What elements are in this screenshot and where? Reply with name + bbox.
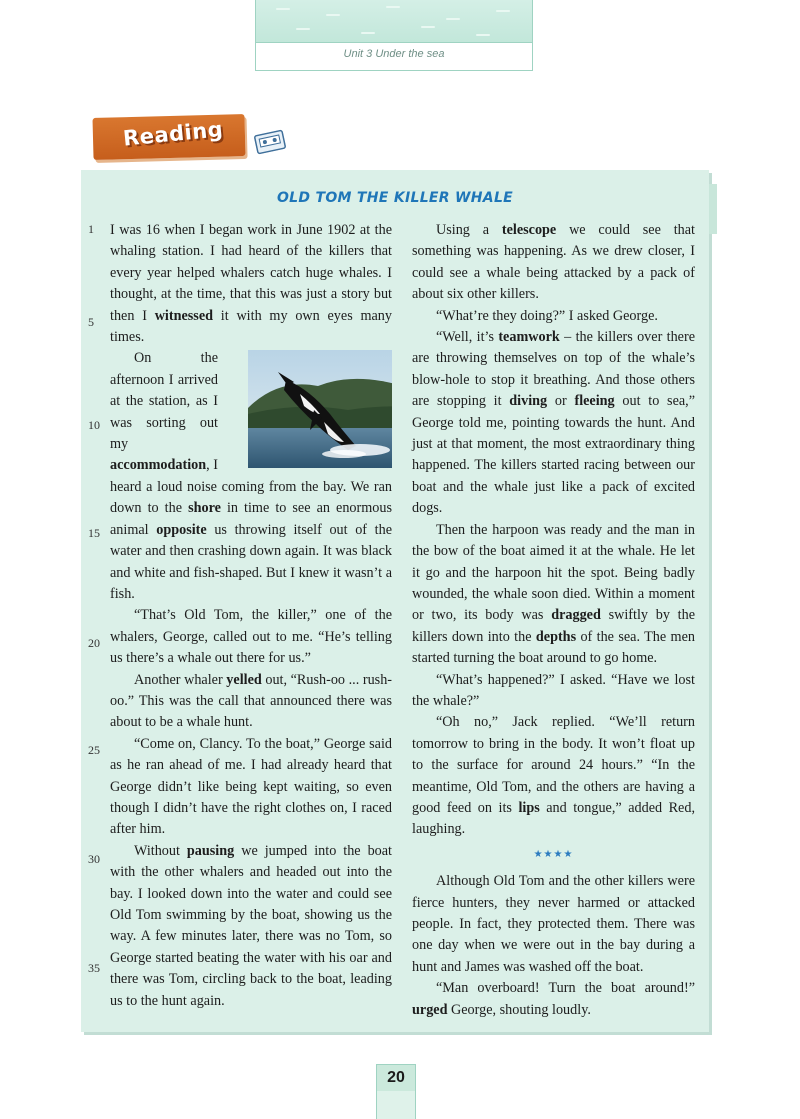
line-number: 35	[88, 961, 100, 975]
line-number: 10	[88, 418, 100, 432]
story-title: OLD TOM THE KILLER WHALE	[276, 190, 514, 206]
paragraph: Without pausing we jumped into the boat with the other whalers and headed out into the bay. I looked down into the water and could see Old Tom swimming by the boat, showing us the way. A few minutes later, there was no Tom, so George started beating the water with his oar and there was Tom, circling back to the boat, leading us to the hunt again.	[110, 842, 392, 1009]
paragraph: “Well, it’s teamwork – the killers over there are throwing themselves on top of the whale’s blow-hole to stop it breathing. And those others are stopping it diving or fleeing out to sea,” George told me, pointing towards the hunt. And just at that moment, the most extraordinary thing happened. The killers started racing between our boat and the whale just like a pack of excited dogs.	[412, 329, 696, 517]
reading-banner	[92, 114, 245, 160]
line-number: 20	[88, 636, 100, 650]
paragraph: Then the harpoon was ready and the man in the bow of the boat aimed it at the whale. He let it go and the harpoon hit the spot. Being badly wounded, the whale soon died. Within a moment or two, its body was dragged swiftly by the killers down into the depths of the sea. The men started turning the boat around to go home.	[412, 521, 695, 667]
paragraph: “That’s Old Tom, the killer,” one of the whalers, George, called out to me. “He’s telling us there’s a whale out there for us.”	[110, 607, 392, 667]
story-column-left	[110, 220, 392, 1012]
paragraph: Another whaler yelled out, “Rush-oo ... rush-oo.” This was the call that announced there was about to be a whale hunt.	[110, 671, 393, 731]
line-number: 1	[88, 222, 94, 236]
unit-header-tab	[255, 0, 533, 71]
page-number: 20	[376, 1064, 416, 1092]
paragraph: Although Old Tom and the other killers were fierce hunters, they never harmed or attacked people. In fact, they protected them. There was one day when we were out in the bay during a hunt and James was washed off the boat.	[412, 873, 695, 975]
section-break-stars: ★★★★	[533, 848, 574, 860]
line-number: 5	[88, 315, 94, 329]
orca-breaching-image	[248, 350, 392, 468]
header-decoration	[256, 0, 532, 43]
paragraph: “Man overboard! Turn the boat around!” urged George, shouting loudly.	[412, 980, 695, 1018]
story-column-right	[412, 220, 695, 1021]
line-number: 15	[88, 526, 100, 540]
cassette-icon	[253, 129, 287, 155]
paragraph: Using a telescope we could see that something was happening. As we drew closer, I could see a whale being attacked by a pack of about six other killers.	[412, 222, 695, 303]
paragraph: “What’re they doing?” I asked George.	[436, 307, 658, 324]
paragraph: “Oh no,” Jack replied. “We’ll return tomorrow to bring in the body. It won’t float up to the surface for around 24 hours.” “In the meantime, Old Tom, and the others are having a good feed on its lips and tongue,” added Red, laughing.	[412, 714, 695, 838]
paragraph: I was 16 when I began work in June 1902 at the whaling station. I had heard of the killers that every year helped whalers catch huge whales. I thought, at the time, that this was just a story but then I witnessed it with my own eyes many times.	[110, 222, 392, 346]
paragraph: “Come on, Clancy. To the boat,” George said as he ran ahead of me. I had already heard that George didn’t like being kept waiting, so even though I didn’t have the right clothes on, I raced after him.	[110, 735, 392, 838]
page-number-tab	[376, 1091, 416, 1119]
line-number: 30	[88, 852, 100, 866]
reading-banner-label: Reading	[122, 117, 225, 151]
line-number: 25	[88, 743, 100, 757]
unit-label: Unit 3 Under the sea	[343, 48, 445, 60]
paragraph: “What’s happened?” I asked. “Have we lost the whale?”	[412, 671, 695, 709]
paragraph: On the afternoon I arrived at the station, as I was sorting out my accommodation, I heard a loud noise coming from the bay. We ran down to the shore in time to see an enormous animal opposite us throwing itself out of the water and then crashing down again. It was black and white and fish-shaped. But I knew it wasn’t a fish.	[110, 348, 392, 605]
orca-photo	[224, 350, 392, 468]
